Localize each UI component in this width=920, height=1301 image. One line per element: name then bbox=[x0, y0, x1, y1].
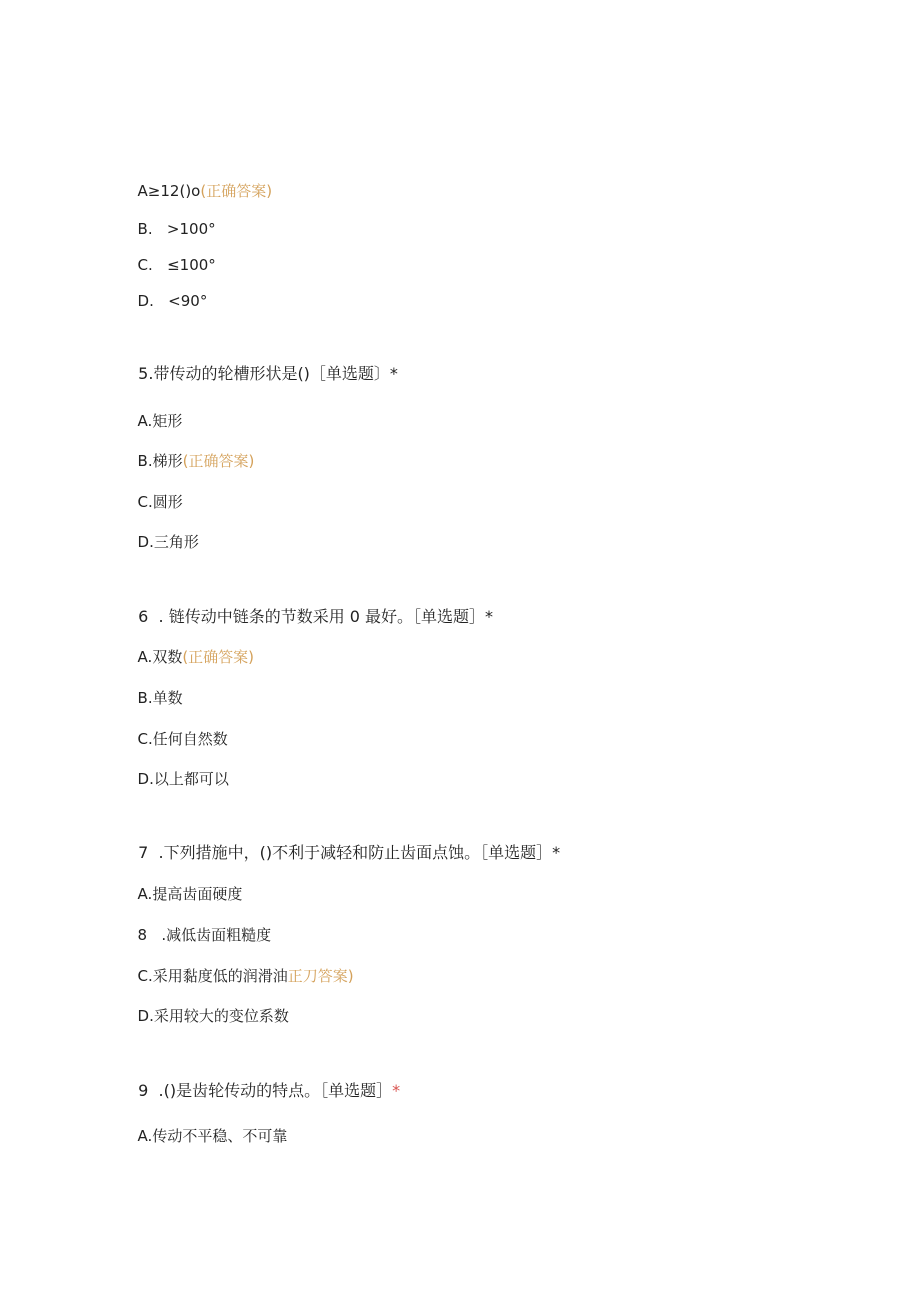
option-text: D.以上都可以 bbox=[137, 770, 229, 788]
option-9a bbox=[128, 1106, 287, 1146]
option-6d bbox=[128, 749, 229, 789]
option-text: C.圆形 bbox=[137, 493, 183, 511]
option-4a bbox=[128, 161, 272, 201]
question-text: 9 .()是齿轮传动的特点。［单选题］ bbox=[138, 1081, 393, 1100]
option-4b bbox=[128, 199, 216, 239]
option-text: C. ≤100° bbox=[137, 256, 216, 274]
option-4c bbox=[128, 235, 216, 275]
option-text: C.任何自然数 bbox=[137, 730, 228, 748]
option-text: 8 .减低齿面粗糙度 bbox=[137, 926, 272, 944]
option-text: A.矩形 bbox=[137, 412, 183, 430]
correct-answer-label: 正刀答案) bbox=[287, 967, 354, 985]
option-text: B.梯形 bbox=[137, 452, 183, 470]
question-9 bbox=[128, 1061, 400, 1101]
option-6b bbox=[128, 668, 183, 708]
correct-answer-label: (正确答案) bbox=[182, 648, 255, 666]
option-text: B.单数 bbox=[137, 689, 183, 707]
question-text: 7 .下列措施中，()不利于减轻和防止齿面点蚀。［单选题］* bbox=[138, 843, 561, 862]
option-text: D.采用较大的变位系数 bbox=[137, 1007, 289, 1025]
option-text: A.双数 bbox=[137, 648, 183, 666]
option-6c bbox=[128, 709, 228, 749]
question-text: 6 . 链传动中链条的节数采用 0 最好。［单选题］* bbox=[138, 607, 494, 626]
option-5b bbox=[128, 431, 254, 471]
question-6 bbox=[128, 587, 493, 627]
question-5 bbox=[128, 344, 398, 384]
option-text: D. <90° bbox=[137, 292, 208, 310]
option-7a bbox=[128, 864, 242, 904]
required-star: * bbox=[392, 1081, 401, 1100]
option-6a bbox=[128, 627, 254, 667]
question-text: 5.带传动的轮槽形状是()［单选题〕* bbox=[138, 364, 398, 383]
option-text: D.三角形 bbox=[137, 533, 199, 551]
option-text: A≥12()o bbox=[137, 182, 201, 200]
correct-answer-label: (正确答案) bbox=[182, 452, 255, 470]
option-4d bbox=[128, 271, 207, 311]
option-7d bbox=[128, 986, 289, 1026]
option-5d bbox=[128, 512, 199, 552]
option-5a bbox=[128, 391, 182, 431]
option-text: A.提高齿面硬度 bbox=[137, 885, 243, 903]
correct-answer-label: (正确答案) bbox=[200, 182, 273, 200]
option-7b bbox=[128, 905, 271, 945]
option-5c bbox=[128, 472, 183, 512]
option-text: C.采用黏度低的润滑油 bbox=[137, 967, 288, 985]
option-7c bbox=[128, 946, 354, 986]
question-7 bbox=[128, 823, 560, 863]
option-text: B. >100° bbox=[137, 220, 216, 238]
option-text: A.传动不平稳、不可靠 bbox=[137, 1127, 288, 1145]
